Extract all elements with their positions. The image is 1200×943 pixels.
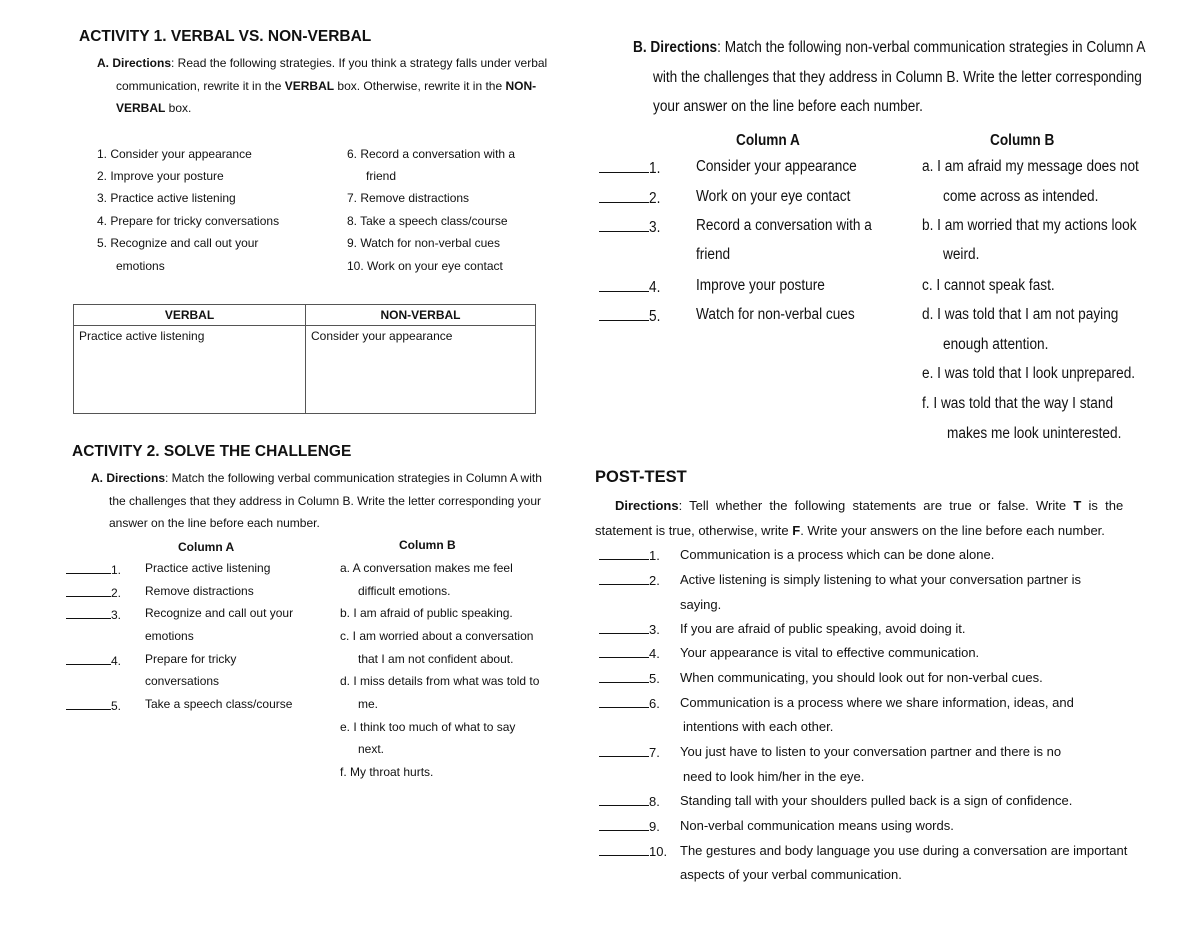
- column-b-item: c. I cannot speak fast.: [922, 277, 1055, 294]
- answer-blank[interactable]: [599, 621, 649, 634]
- answer-blank[interactable]: [599, 744, 649, 757]
- answer-row: 4.: [599, 277, 662, 297]
- activity2-column-a-header: Column A: [178, 540, 235, 554]
- answer-row: 4.: [66, 652, 121, 668]
- strategy-item: 10. Work on your eye contact: [347, 259, 503, 273]
- answer-blank[interactable]: [599, 572, 649, 585]
- posttest-answer-row: 8.: [599, 793, 660, 809]
- strategy-item: 3. Practice active listening: [97, 191, 236, 205]
- answer-row: 2.: [66, 584, 121, 600]
- partb-directions-line1: B. Directions: Match the following non-verbal communication strategies in Column A: [633, 39, 1146, 56]
- column-a-item: Take a speech class/course: [145, 697, 293, 711]
- column-a-item: Record a conversation with a: [696, 217, 872, 234]
- column-b-item: d. I was told that I am not paying: [922, 306, 1119, 323]
- posttest-item: Non-verbal communication means using words.: [680, 818, 954, 833]
- activity1-directions-line1: A. Directions: Read the following strategies. If you think a strategy falls under verbal: [97, 56, 548, 70]
- posttest-item: Active listening is simply listening to what your conversation partner is: [680, 572, 1082, 587]
- column-b-item: e. I was told that I look unprepared.: [922, 365, 1136, 382]
- posttest-directions-line1: Directions: Tell whether the following statements are true or false. Write T is the: [615, 498, 1124, 513]
- answer-row: 5.: [599, 306, 662, 326]
- answer-row: 3.: [66, 606, 121, 622]
- strategy-item: 2. Improve your posture: [97, 169, 224, 183]
- posttest-answer-row: 9.: [599, 818, 660, 834]
- column-b-item-continued: enough attention.: [943, 336, 1049, 353]
- activity2-directions-line1: A. Directions: Match the following verbal communication strategies in Column A with: [91, 471, 542, 485]
- posttest-item: Communication is a process which can be done alone.: [680, 547, 995, 562]
- column-b-item-continued: that I am not confident about.: [358, 652, 514, 666]
- activity2-column-b-header: Column B: [399, 538, 456, 552]
- posttest-item: If you are afraid of public speaking, avoid doing it.: [680, 621, 966, 636]
- activity2-directions-line3: answer on the line before each number.: [109, 516, 320, 530]
- posttest-answer-row: 3.: [599, 621, 660, 637]
- posttest-answer-row: 4.: [599, 645, 660, 661]
- column-b-item: a. A conversation makes me feel: [340, 561, 513, 575]
- posttest-title: POST-TEST: [595, 468, 687, 486]
- posttest-item: The gestures and body language you use during a conversation are important: [680, 843, 1128, 858]
- posttest-item: Communication is a process where we share information, ideas, and: [680, 695, 1074, 710]
- nonverbal-header: NON-VERBAL: [306, 305, 536, 326]
- answer-row: 1.: [599, 158, 662, 178]
- partb-directions-line2: with the challenges that they address in Column B. Write the letter corresponding: [653, 69, 1142, 86]
- strategy-item: 6. Record a conversation with a: [347, 147, 516, 161]
- column-a-item: Practice active listening: [145, 561, 271, 575]
- column-b-item: d. I miss details from what was told to: [340, 674, 540, 688]
- answer-blank[interactable]: [66, 697, 111, 710]
- posttest-item: Standing tall with your shoulders pulled back is a sign of confidence.: [680, 793, 1073, 808]
- column-a-item: Improve your posture: [696, 277, 825, 294]
- strategy-item: 7. Remove distractions: [347, 191, 470, 205]
- answer-row: 2.: [599, 188, 662, 208]
- column-a-item: Consider your appearance: [696, 158, 857, 175]
- posttest-item: Your appearance is vital to effective communication.: [680, 645, 980, 660]
- column-a-item: Remove distractions: [145, 584, 254, 598]
- posttest-item: When communicating, you should look out for non-verbal cues.: [680, 670, 1043, 685]
- column-a-item: Watch for non-verbal cues: [696, 306, 855, 323]
- strategy-item-continued: friend: [366, 169, 397, 183]
- posttest-answer-row: 10.: [599, 843, 667, 859]
- answer-blank[interactable]: [599, 547, 649, 560]
- answer-blank[interactable]: [66, 652, 111, 665]
- verbal-answer-cell[interactable]: Practice active listening: [74, 326, 306, 414]
- posttest-answer-row: 6.: [599, 695, 660, 711]
- posttest-answer-row: 5.: [599, 670, 660, 686]
- column-b-item-continued: weird.: [943, 246, 980, 263]
- activity1-directions-line2: communication, rewrite it in the VERBAL box. Otherwise, rewrite it in the NON-: [116, 79, 537, 93]
- column-b-item-continued: me.: [358, 697, 379, 711]
- activity2-directions-line2: the challenges that they address in Column B. Write the letter corresponding your: [109, 494, 542, 508]
- column-b-item: b. I am worried that my actions look: [922, 217, 1137, 234]
- answer-blank[interactable]: [66, 584, 111, 597]
- answer-blank[interactable]: [66, 606, 111, 619]
- answer-blank[interactable]: [599, 695, 649, 708]
- answer-blank[interactable]: [599, 277, 649, 292]
- strategy-item: 8. Take a speech class/course: [347, 214, 508, 228]
- answer-blank[interactable]: [599, 645, 649, 658]
- column-b-item: e. I think too much of what to say: [340, 720, 516, 734]
- column-a-item: Recognize and call out your: [145, 606, 294, 620]
- answer-row: 3.: [599, 217, 662, 237]
- partb-column-a-header: Column A: [736, 132, 800, 149]
- activity1-title: ACTIVITY 1. VERBAL VS. NON-VERBAL: [79, 28, 372, 45]
- partb-directions-line3: your answer on the line before each number.: [653, 98, 923, 115]
- column-b-item: f. My throat hurts.: [340, 765, 434, 779]
- column-b-item-continued: come across as intended.: [943, 188, 1099, 205]
- strategy-item: 1. Consider your appearance: [97, 147, 252, 161]
- column-a-item-continued: conversations: [145, 674, 220, 688]
- answer-row: 1.: [66, 561, 121, 577]
- column-b-item-continued: difficult emotions.: [358, 584, 451, 598]
- column-b-item-continued: next.: [358, 742, 385, 756]
- column-a-item-continued: emotions: [145, 629, 194, 643]
- verbal-header: VERBAL: [74, 305, 306, 326]
- column-b-item: b. I am afraid of public speaking.: [340, 606, 513, 620]
- strategy-item: 5. Recognize and call out your: [97, 236, 259, 250]
- answer-blank[interactable]: [599, 306, 649, 321]
- answer-blank[interactable]: [599, 670, 649, 683]
- strategy-item: 9. Watch for non-verbal cues: [347, 236, 500, 250]
- column-b-item-continued: makes me look uninterested.: [947, 425, 1122, 442]
- answer-blank[interactable]: [599, 843, 649, 856]
- column-a-item: Prepare for tricky: [145, 652, 237, 666]
- column-a-item: Work on your eye contact: [696, 188, 851, 205]
- posttest-item-continued: intentions with each other.: [683, 719, 834, 734]
- posttest-answer-row: 2.: [599, 572, 660, 588]
- answer-blank[interactable]: [599, 217, 649, 232]
- nonverbal-answer-cell[interactable]: Consider your appearance: [306, 326, 536, 414]
- answer-blank[interactable]: [599, 793, 649, 806]
- answer-blank[interactable]: [599, 158, 649, 173]
- answer-blank[interactable]: [599, 818, 649, 831]
- partb-column-b-header: Column B: [990, 132, 1055, 149]
- strategy-item-continued: emotions: [116, 259, 165, 273]
- column-b-item: c. I am worried about a conversation: [340, 629, 534, 643]
- posttest-item-continued: aspects of your verbal communication.: [680, 867, 902, 882]
- answer-blank[interactable]: [599, 188, 649, 203]
- posttest-answer-row: 7.: [599, 744, 660, 760]
- posttest-item-continued: need to look him/her in the eye.: [683, 769, 865, 784]
- answer-row: 5.: [66, 697, 121, 713]
- strategy-item: 4. Prepare for tricky conversations: [97, 214, 280, 228]
- verbal-nonverbal-table: [73, 304, 536, 414]
- column-b-item: f. I was told that the way I stand: [922, 395, 1114, 412]
- posttest-directions-line2: statement is true, otherwise, write F. Write your answers on the line before each number.: [595, 523, 1105, 538]
- posttest-item-continued: saying.: [680, 597, 722, 612]
- column-a-item-continued: friend: [696, 246, 731, 263]
- posttest-item: You just have to listen to your conversation partner and there is no: [680, 744, 1062, 759]
- activity2-title: ACTIVITY 2. SOLVE THE CHALLENGE: [72, 443, 352, 460]
- activity1-directions-line3: VERBAL box.: [116, 101, 192, 115]
- column-b-item: a. I am afraid my message does not: [922, 158, 1139, 175]
- answer-blank[interactable]: [66, 561, 111, 574]
- posttest-answer-row: 1.: [599, 547, 660, 563]
